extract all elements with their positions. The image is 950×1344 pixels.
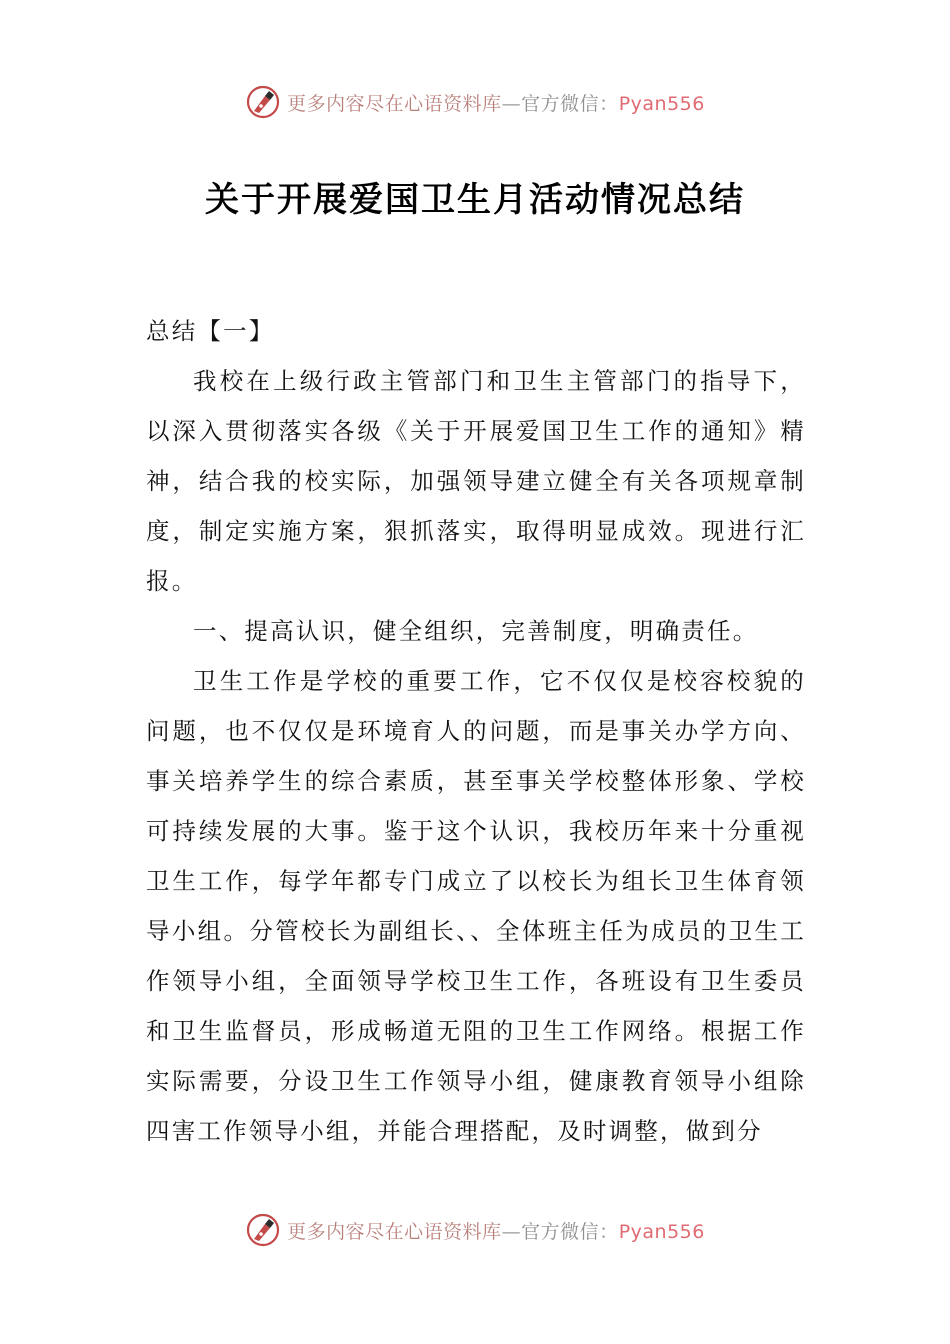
pen-nib-logo-icon — [245, 84, 281, 120]
footer-watermark-banner — [0, 1208, 950, 1252]
document-body — [146, 306, 806, 1156]
watermark-text — [287, 89, 705, 116]
body-paragraph: 卫生工作是学校的重要工作，它不仅仅是校容校貌的问题，也不仅仅是环境育人的问题，而是事关办学方向、事关培养学生的综合素质，甚至事关学校整体形象、学校可持续发展的大事。鉴于这个认识，我校历年来十分重视卫生工作，每学年都专门成立了以校长为组长卫生体育领导小组。分管校长为副组长、、全体班主任为成员的卫生工作领导小组，全面领导学校卫生工作，各班设有卫生委员和卫生监督员，形成畅道无阻的卫生工作网络。根据工作实际需要，分设卫生工作领导小组，健康教育领导小组除四害工作领导小组，并能合理搭配，及时调整，做到分 — [146, 667, 806, 1145]
watermark-text — [287, 1217, 705, 1244]
header-watermark-banner — [0, 80, 950, 124]
section-heading-paragraph: 一、提高认识，健全组织，完善制度，明确责任。 — [193, 617, 759, 645]
watermark-dash: — — [501, 92, 522, 115]
section-label: 总结【一】 — [146, 317, 275, 345]
body-paragraph: 我校在上级行政主管部门和卫生主管部门的指导下，以深入贯彻落实各级《关于开展爱国卫生工作的通知》精神，结合我的校实际，加强领导建立健全有关各项规章制度，制定实施方案，狠抓落实，取得明显成效。现进行汇报。 — [146, 367, 806, 595]
document-title: 关于开展爱国卫生月活动情况总结 — [205, 180, 745, 220]
watermark-wechat-id: Pyan556 — [618, 1220, 705, 1243]
watermark-dash: — — [501, 1220, 522, 1243]
watermark-main-text: 更多内容尽在心语资料库 — [287, 1220, 502, 1243]
pen-nib-logo-icon — [245, 1212, 281, 1248]
watermark-wechat-label: 官方微信： — [521, 92, 619, 115]
watermark-wechat-id: Pyan556 — [618, 92, 705, 115]
watermark-wechat-label: 官方微信： — [521, 1220, 619, 1243]
watermark-main-text: 更多内容尽在心语资料库 — [287, 92, 502, 115]
